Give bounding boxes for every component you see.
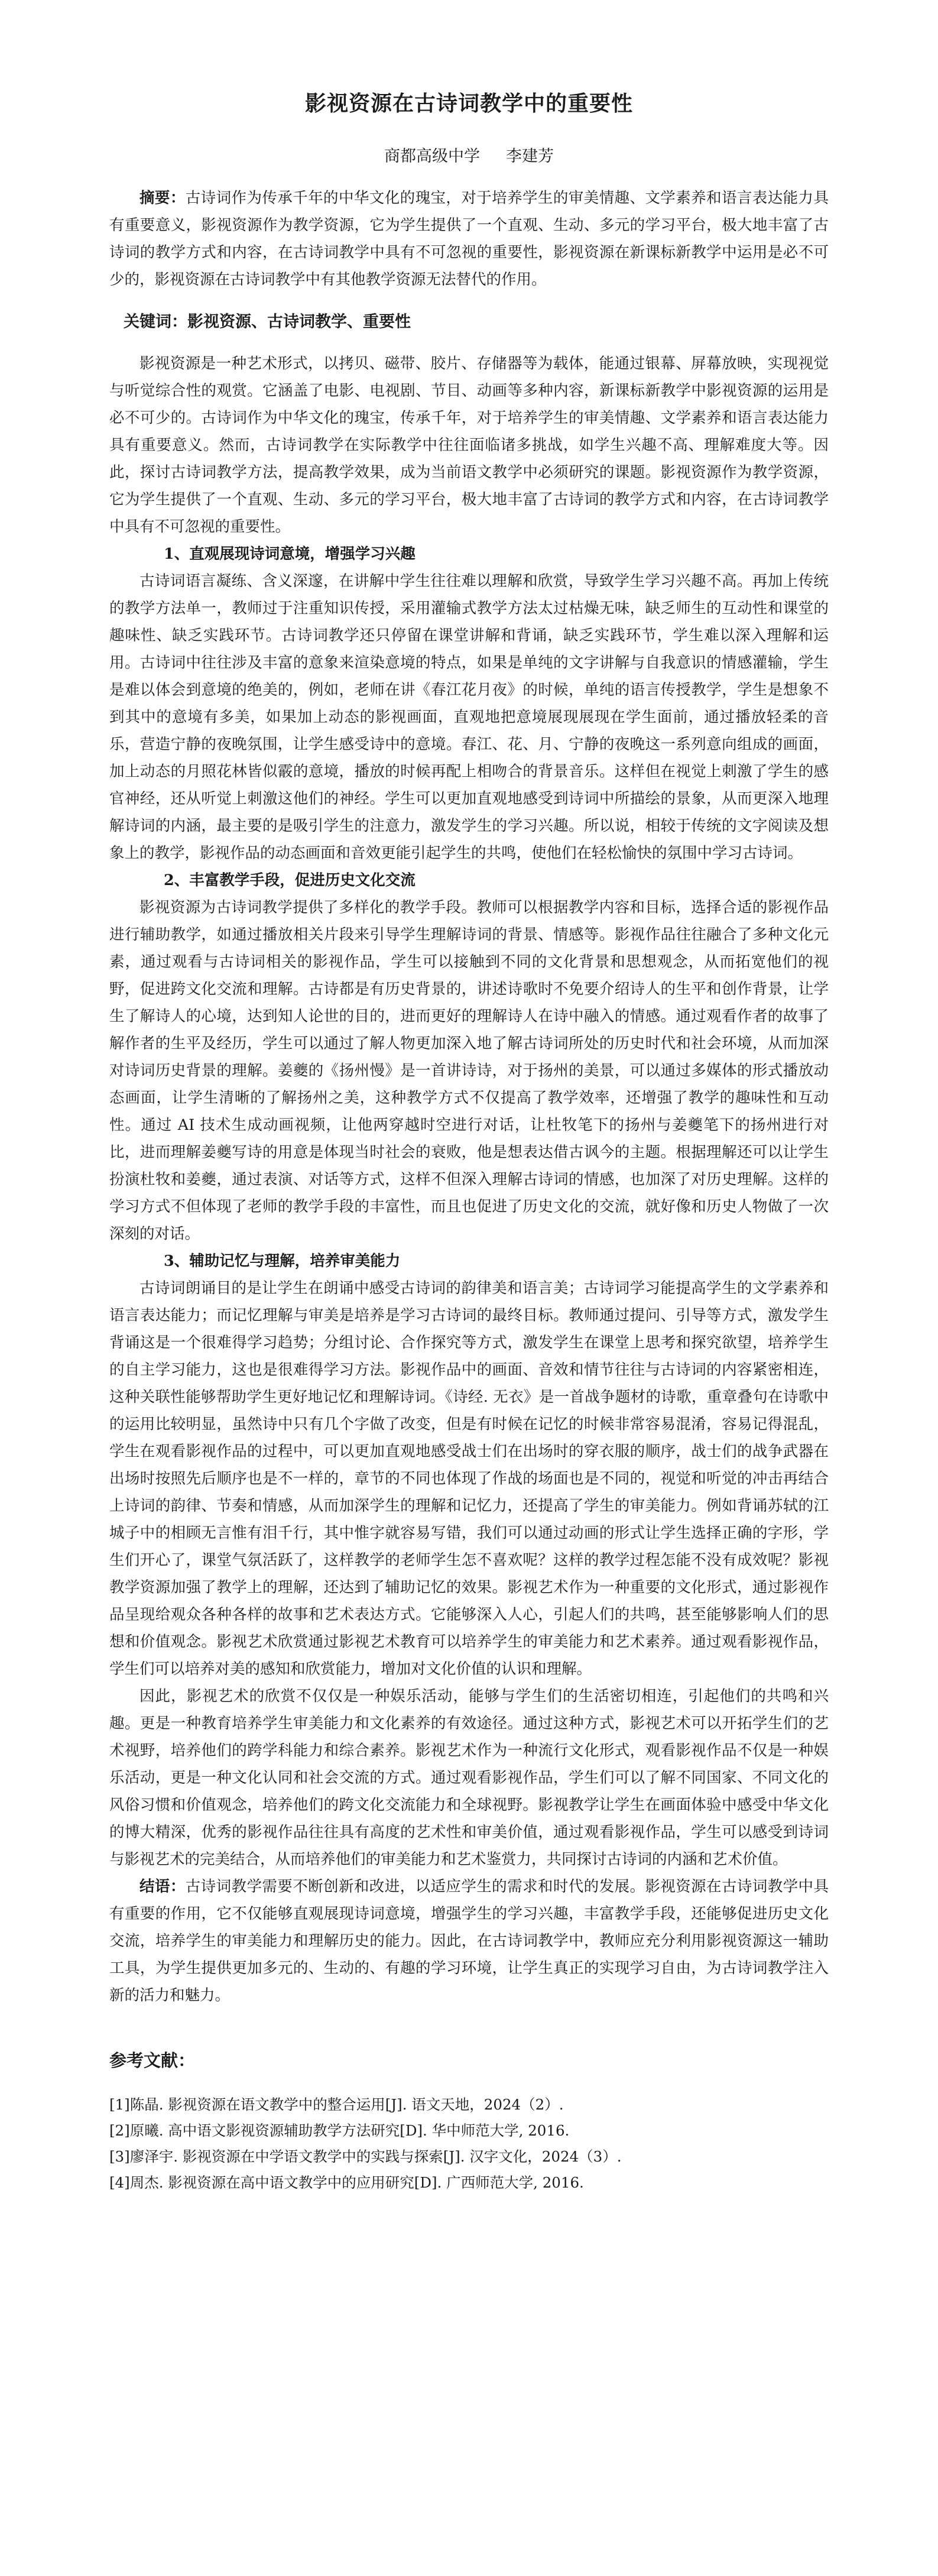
section-1-heading: 1、直观展现诗词意境，增强学习兴趣	[164, 545, 416, 563]
school-name: 商都高级中学	[384, 147, 480, 166]
reference-item: [2]原曦. 高中语文影视资源辅助教学方法研究[D]. 华中师范大学, 2016.	[109, 2122, 570, 2139]
conclusion-label: 结语：	[139, 1878, 186, 1895]
section-2-paragraph: 影视资源为古诗词教学提供了多样化的教学手段。教师可以根据教学内容和目标，选择合适的影视作品进行辅助教学，如通过播放相关片段来引导学生理解诗词的背景、情感等。影视作品往往融合了多种文化元素，通过观看与古诗词相关的影视作品，学生可以接触到不同的文化背景和思想观念，从而拓宽他们的视野，促进跨文化交流和理解。古诗都是有历史背景的，讲述诗歌时不免要介绍诗人的生平和创作背景，让学生了解诗人的心境，达到知人论世的目的，进而更好的理解诗人在诗中融入的情感。通过观看作者的故事了解作者的生平及经历，学生可以通过了解人物更加深入地了解古诗词所处的历史时代和社会环境，从而加深对诗词历史背景的理解。姜夔的《扬州慢》是一首讲诗诗，对于扬州的美景，可以通过多媒体的形式播放动态画面，让学生清晰的了解扬州之美，这种教学方式不仅提高了教学效率，还增强了教学的趣味性和互动性。通过 AI 技术生成动画视频，让他两穿越时空进行对话，让杜牧笔下的扬州与姜夔笔下的扬州进行对比，进而理解姜夔写诗的用意是体现当时社会的衰败，他是想表达借古讽今的主题。根据理解还可以让学生扮演杜牧和姜夔，通过表演、对话等方式，这样不但深入理解古诗词的情感，也加深了对历史理解。这样的学习方式不但体现了老师的教学手段的丰富性，而且也促进了历史文化的交流，就好像和历史人物做了一次深刻的对话。	[109, 899, 829, 1243]
section-2-heading: 2、丰富教学手段，促进历史文化交流	[164, 871, 416, 889]
section-3-paragraph-1: 古诗词朗诵目的是让学生在朗诵中感受古诗词的韵律美和语言美；古诗词学习能提高学生的文学素养和语言表达能力；而记忆理解与审美是培养是学习古诗词的最终目标。教师通过提问、引导等方式，激发学生背诵这是一个很难得学习趋势；分组讨论、合作探究等方式，激发学生在课堂上思考和探究欲望，培养学生的自主学习能力，这也是很难得学习方法。影视作品中的画面、音效和情节往往与古诗词的内容紧密相连，这种关联性能够帮助学生更好地记忆和理解诗词。《诗经. 无衣》是一首战争题材的诗歌，重章叠句在诗歌中的运用比较明显，虽然诗中只有几个字做了改变，但是有时候在记忆的时候非常容易混淆，容易记得混乱，学生在观看影视作品的过程中，可以更加直观地感受战士们在出场时的穿衣服的顺序，战士们的战争武器在出场时按照先后顺序也是不一样的，章节的不同也体现了作战的场面也是不同的，视觉和听觉的冲击再结合上诗词的韵律、节奏和情感，从而加深学生的理解和记忆力，还提高了学生的审美能力。例如背诵苏轼的江城子中的相顾无言惟有泪千行，其中惟字就容易写错，我们可以通过动画的形式让学生选择正确的字形，学生们开心了，课堂气氛活跃了，这样教学的老师学生怎不喜欢呢？这样的教学过程怎能不没有成效呢？影视教学资源加强了教学上的理解，还达到了辅助记忆的效果。影视艺术作为一种重要的文化形式，通过影视作品呈现给观众各种各样的故事和艺术表达方式。它能够深入人心，引起人们的共鸣，甚至能够影响人们的思想和价值观念。影视艺术欣赏通过影视艺术教育可以培养学生的审美能力和艺术素养。通过观看影视作品，学生们可以培养对美的感知和欣赏能力，增加对文化价值的认识和理解。	[109, 1279, 829, 1678]
abstract-text: 古诗词作为传承千年的中华文化的瑰宝，对于培养学生的审美情趣、文学素养和语言表达能力具有重要意义，影视资源作为教学资源，它为学生提供了一个直观、生动、多元的学习平台，极大地丰富了古诗词的教学方式和内容，在古诗词教学中具有不可忽视的重要性，影视资源在新课标新教学中运用是必不可少的，影视资源在古诗词教学中有其他教学资源无法替代的作用。	[109, 189, 829, 289]
reference-item: [3]廖泽宇. 影视资源在中学语文教学中的实践与探索[J]. 汉字文化，2024（3）.	[109, 2148, 622, 2165]
abstract	[109, 184, 829, 293]
keywords-value: 影视资源、古诗词教学、重要性	[187, 313, 411, 331]
keywords	[109, 307, 829, 337]
author-name: 李建芳	[506, 147, 554, 166]
conclusion-text: 古诗词教学需要不断创新和改进，以适应学生的需求和时代的发展。影视资源在古诗词教学中具有重要的作用，它不仅能够直观展现诗词意境，增强学生的学习兴趣，丰富教学手段，还能够促进历史文化交流，培养学生的审美能力和理解历史的能力。因此，在古诗词教学中，教师应充分利用影视资源这一辅助工具，为学生提供更加多元的、生动的、有趣的学习环境，让学生真正的实现学习自由，为古诗词教学注入新的活力和魅力。	[109, 1878, 829, 2004]
references-heading: 参考文献：	[109, 2050, 196, 2070]
paper-title: 影视资源在古诗词教学中的重要性	[304, 91, 633, 116]
section-1-paragraph: 古诗词语言凝练、含义深邃，在讲解中学生往往难以理解和欣赏，导致学生学习兴趣不高。再加上传统的教学方法单一，教师过于注重知识传授，采用灌输式教学方法太过枯燥无味，缺乏师生的互动性和课堂的趣味性、缺乏实践环节。古诗词教学还只停留在课堂讲解和背诵，缺乏实践环节，学生难以深入理解和运用。古诗词中往往涉及丰富的意象来渲染意境的特点，如果是单纯的文字讲解与自我意识的情感灌输，学生是难以体会到意境的绝美的，例如，老师在讲《春江花月夜》的时候，单纯的语言传授教学，学生是想象不到其中的意境有多美，如果加上动态的影视画面，直观地把意境展现展现在学生面前，通过播放轻柔的音乐，营造宁静的夜晚氛围，让学生感受诗中的意境。春江、花、月、宁静的夜晚这一系列意向组成的画面，加上动态的月照花林皆似霰的意境，播放的时候再配上相吻合的背景音乐。这样但在视觉上刺激了学生的感官神经，还从听觉上刺激这他们的神经。学生可以更加直观地感受到诗词中所描绘的景象，从而更深入地理解诗词的内涵，最主要的是吸引学生的注意力，激发学生的学习兴趣。所以说，相较于传统的文字阅读及想象上的教学，影视作品的动态画面和音效更能引起学生的共鸣，使他们在轻松愉快的氛围中学习古诗词。	[109, 572, 829, 862]
reference-item: [1]陈晶. 影视资源在语文教学中的整合运用[J]. 语文天地，2024（2）.	[109, 2096, 564, 2113]
byline	[109, 143, 829, 170]
keywords-label: 关键词：	[124, 313, 187, 331]
intro-paragraph: 影视资源是一种艺术形式，以拷贝、磁带、胶片、存储器等为载体，能通过银幕、屏幕放映，实现视觉与听觉综合性的观赏。它涵盖了电影、电视剧、节目、动画等多种内容，新课标新教学中影视资源的运用是必不可少的。古诗词作为中华文化的瑰宝，传承千年，对于培养学生的审美情趣、文学素养和语言表达能力具有重要意义。然而，古诗词教学在实际教学中往往面临诸多挑战，如学生兴趣不高、理解难度大等。因此，探讨古诗词教学方法，提高教学效果，成为当前语文教学中必须研究的课题。影视资源作为教学资源，它为学生提供了一个直观、生动、多元的学习平台，极大地丰富了古诗词的教学方式和内容，在古诗词教学中具有不可忽视的重要性。	[109, 355, 829, 536]
section-3-heading: 3、辅助记忆与理解，培养审美能力	[164, 1252, 401, 1270]
abstract-label: 摘要：	[139, 189, 186, 207]
conclusion	[109, 1873, 829, 2009]
reference-item: [4]周杰. 影视资源在高中语文教学中的应用研究[D]. 广西师范大学, 2016.	[109, 2174, 584, 2191]
section-3-paragraph-2: 因此，影视艺术的欣赏不仅仅是一种娱乐活动，能够与学生们的生活密切相连，引起他们的共鸣和兴趣。更是一种教育培养学生审美能力和文化素养的有效途径。通过这种方式，影视艺术可以开拓学生们的艺术视野，培养他们的跨学科能力和综合素养。影视艺术作为一种流行文化形式，观看影视作品不仅是一种娱乐活动，更是一种文化认同和社会交流的方式。通过观看影视作品，学生们可以了解不同国家、不同文化的风俗习惯和价值观念，培养他们的跨文化交流能力和全球视野。影视教学让学生在画面体验中感受中华文化的博大精深，优秀的影视作品往往具有高度的艺术性和审美价值，通过观看影视作品，学生可以感受到诗词与影视艺术的完美结合，从而培养他们的审美能力和艺术鉴赏力，共同探讨古诗词的内涵和艺术价值。	[109, 1687, 829, 1868]
